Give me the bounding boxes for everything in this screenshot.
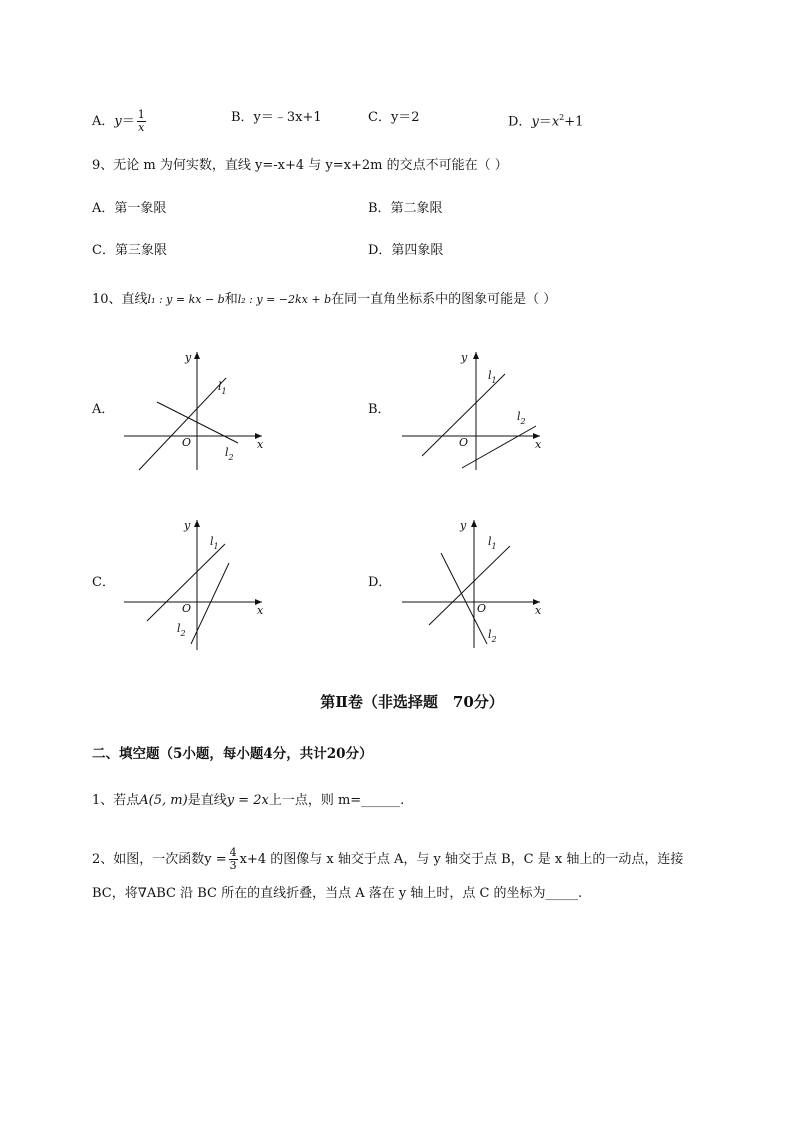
option-a-eq: ＝ — [121, 114, 135, 129]
graph-d-line-l1 — [429, 546, 510, 625]
fill1-point: A(5, m) — [139, 793, 188, 808]
q9-option-a: A．第一象限 — [92, 201, 167, 216]
graph-b-y-label: y — [461, 351, 468, 364]
fill2-line1-rest: x+4 的图像与 x 轴交于点 A，与 y 轴交于点 B，C 是 x 轴上的一动点，连接 — [239, 852, 684, 867]
fill-question-2-line1 — [92, 847, 683, 872]
graph-d — [402, 520, 540, 648]
graph-label-d: D． — [368, 575, 392, 590]
graph-d-labels — [459, 519, 542, 644]
graph-label-b: B． — [368, 402, 391, 417]
graph-b-origin: O — [459, 436, 469, 449]
option-d-x: x — [551, 114, 560, 130]
option-a-lhs: y — [114, 114, 122, 129]
q9-option-c: C．第三象限 — [92, 243, 167, 258]
graph-d-x-label: x — [535, 604, 542, 617]
graph-c-x-label: x — [257, 604, 264, 617]
graph-a-l1: $l_1$ — [218, 380, 227, 396]
graph-b-line-l2 — [462, 426, 536, 468]
graph-a-y-label: y — [185, 351, 192, 364]
q8-option-b: B．y＝﹣3x+1 — [231, 110, 322, 125]
graph-c — [124, 520, 262, 650]
graph-a-line-l1 — [139, 378, 226, 470]
fill-in-subtitle: 二、填空题（5小题，每小题4分，共计20分） — [92, 746, 373, 762]
q9-option-b: B．第二象限 — [368, 201, 443, 216]
q10-l1-equation: l₁ : y = kx − b — [147, 293, 225, 306]
fill1-mid: 是直线 — [187, 793, 227, 808]
graph-d-line-l2 — [441, 553, 487, 644]
fill2-prefix: 2、如图，一次函数y = — [92, 852, 227, 867]
graph-label-c: C． — [92, 575, 115, 590]
fraction-denominator: 3 — [229, 859, 237, 872]
graph-c-l1: $l_1$ — [210, 535, 219, 551]
option-d-exponent: 2 — [559, 113, 565, 122]
graph-a-labels — [182, 351, 264, 462]
fill1-suffix: 上一点，则 m=______. — [268, 793, 405, 808]
fraction-4-over-3 — [229, 847, 238, 872]
graph-label-a: A． — [92, 402, 115, 417]
q10-and: 和 — [224, 292, 238, 307]
option-d-eq: ＝ — [538, 114, 552, 130]
graph-c-origin: O — [182, 602, 192, 615]
graph-a-l2: $l_2$ — [225, 446, 234, 462]
graph-a — [124, 352, 262, 470]
q10-prefix: 10、直线 — [92, 292, 148, 307]
fill1-prefix: 1、若点 — [92, 793, 140, 808]
graph-a-x-label: x — [257, 438, 264, 451]
fraction-numerator: 4 — [229, 846, 237, 859]
graph-b-l1: $l_1$ — [488, 369, 497, 385]
q10-l2-equation: l₂ : y = −2kx + b — [237, 293, 332, 306]
fill-question-2-line2: BC，将∇ABC 沿 BC 所在的直线折叠，当点 A 落在 y 轴上时，点 C 的坐标为_____. — [92, 886, 583, 901]
option-d-tail: +1 — [564, 114, 584, 130]
graph-b-l2: $l_2$ — [517, 410, 526, 426]
graph-d-y-label: y — [460, 519, 467, 532]
fraction-denominator: x — [138, 121, 145, 134]
graph-c-y-label: y — [184, 519, 191, 532]
graph-d-l1: $l_1$ — [488, 535, 497, 551]
graph-d-origin: O — [477, 602, 487, 615]
graph-c-l2: $l_2$ — [177, 622, 186, 638]
q9-option-d: D．第四象限 — [368, 243, 444, 258]
option-d-y: y — [531, 114, 539, 130]
fill-question-1 — [92, 792, 404, 810]
section-title: 第Ⅱ卷（非选择题 70分） — [320, 693, 504, 711]
fraction-numerator: 1 — [137, 108, 145, 121]
q8-option-c: C．y＝2 — [368, 110, 420, 125]
graph-b-x-label: x — [535, 438, 542, 451]
q9-stem: 9、无论 m 为何实数，直线 y=-x+4 与 y=x+2m 的交点不可能在（ ） — [92, 158, 508, 173]
option-label: A． — [92, 114, 115, 129]
q10-suffix: 在同一直角坐标系中的图象可能是（ ） — [331, 292, 557, 307]
option-label: D． — [508, 114, 532, 130]
fill1-line: y = 2x — [226, 793, 269, 808]
graph-a-origin: O — [182, 436, 192, 449]
graph-d-l2: $l_2$ — [488, 628, 497, 644]
